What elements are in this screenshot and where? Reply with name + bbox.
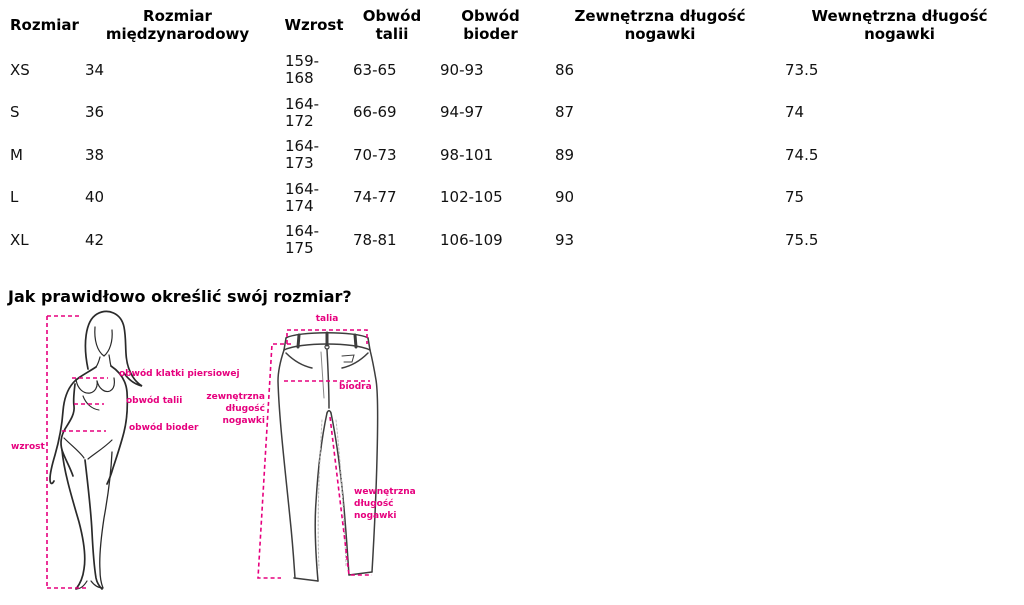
- cell-height: 164-174: [285, 179, 320, 215]
- measurement-lines: [47, 316, 372, 588]
- cell-outer-leg: 93: [555, 230, 575, 249]
- cell-outer-leg: 86: [555, 60, 575, 79]
- cell-intl-size: 34: [85, 60, 105, 79]
- col-header-zewnetrzna-dlugosc-nogawki: Zewnętrzna długość nogawki: [574, 7, 746, 43]
- cell-hips: 98-101: [440, 145, 494, 164]
- outer-leg-length-label: zewnętrzna długość nogawki: [206, 392, 265, 426]
- cell-height: 164-175: [285, 222, 320, 258]
- cell-size: L: [10, 188, 19, 207]
- size-table-header-row: [0, 0, 1024, 49]
- cell-intl-size: 38: [85, 145, 105, 164]
- cell-size: S: [10, 103, 20, 122]
- cell-height: 164-172: [285, 94, 320, 130]
- height-label: wzrost: [11, 442, 45, 452]
- cell-waist: 74-77: [353, 188, 397, 207]
- hip-circumference-label: obwód bioder: [129, 423, 199, 433]
- cell-waist: 78-81: [353, 230, 397, 249]
- cell-outer-leg: 89: [555, 145, 575, 164]
- cell-size: XS: [10, 60, 30, 79]
- measurement-diagrams-canvas: [0, 305, 1024, 605]
- cell-intl-size: 40: [85, 188, 105, 207]
- cell-intl-size: 42: [85, 230, 105, 249]
- size-table: [0, 0, 1024, 262]
- cell-inner-leg: 74: [785, 103, 805, 122]
- col-header-rozmiar-miedzynarodowy: Rozmiar międzynarodowy: [105, 7, 250, 43]
- table-row: [0, 92, 1024, 135]
- table-row: [0, 219, 1024, 262]
- cell-inner-leg: 73.5: [785, 60, 819, 79]
- cell-hips: 90-93: [440, 60, 484, 79]
- body-figure-sketch: [50, 312, 142, 589]
- cell-hips: 106-109: [440, 230, 503, 249]
- table-row: [0, 134, 1024, 177]
- col-header-rozmiar: Rozmiar: [10, 16, 79, 34]
- cell-inner-leg: 75.5: [785, 230, 819, 249]
- col-header-obwod-talii: Obwód talii: [362, 7, 422, 43]
- jeans-waist-label: talia: [315, 314, 339, 324]
- jeans-hip-label: biodra: [339, 382, 372, 392]
- cell-inner-leg: 75: [785, 188, 805, 207]
- cell-height: 159-168: [285, 52, 320, 88]
- cell-hips: 94-97: [440, 103, 484, 122]
- cell-intl-size: 36: [85, 103, 105, 122]
- cell-inner-leg: 74.5: [785, 145, 819, 164]
- waist-circumference-label: obwód talii: [126, 396, 183, 406]
- inner-leg-length-label: wewnętrzna długość nogawki: [354, 487, 416, 521]
- col-header-wzrost: Wzrost: [284, 16, 344, 34]
- table-row: [0, 49, 1024, 92]
- cell-height: 164-173: [285, 137, 320, 173]
- cell-hips: 102-105: [440, 188, 503, 207]
- cell-size: XL: [10, 230, 29, 249]
- cell-waist: 63-65: [353, 60, 397, 79]
- col-header-obwod-bioder: Obwód bioder: [461, 7, 520, 43]
- measurement-diagrams: [0, 305, 1024, 605]
- cell-outer-leg: 87: [555, 103, 575, 122]
- cell-waist: 70-73: [353, 145, 397, 164]
- col-header-wewnetrzna-dlugosc-nogawki: Wewnętrzna długość nogawki: [811, 7, 988, 43]
- cell-waist: 66-69: [353, 103, 397, 122]
- jeans-sketch: [278, 333, 378, 581]
- cell-size: M: [10, 145, 23, 164]
- chest-circumference-label: obwód klatki piersiowej: [119, 369, 240, 379]
- page-title: Jak prawidłowo określić swój rozmiar?: [8, 286, 352, 306]
- table-row: [0, 177, 1024, 220]
- outer-leg-bracket: [258, 344, 291, 578]
- cell-outer-leg: 90: [555, 188, 575, 207]
